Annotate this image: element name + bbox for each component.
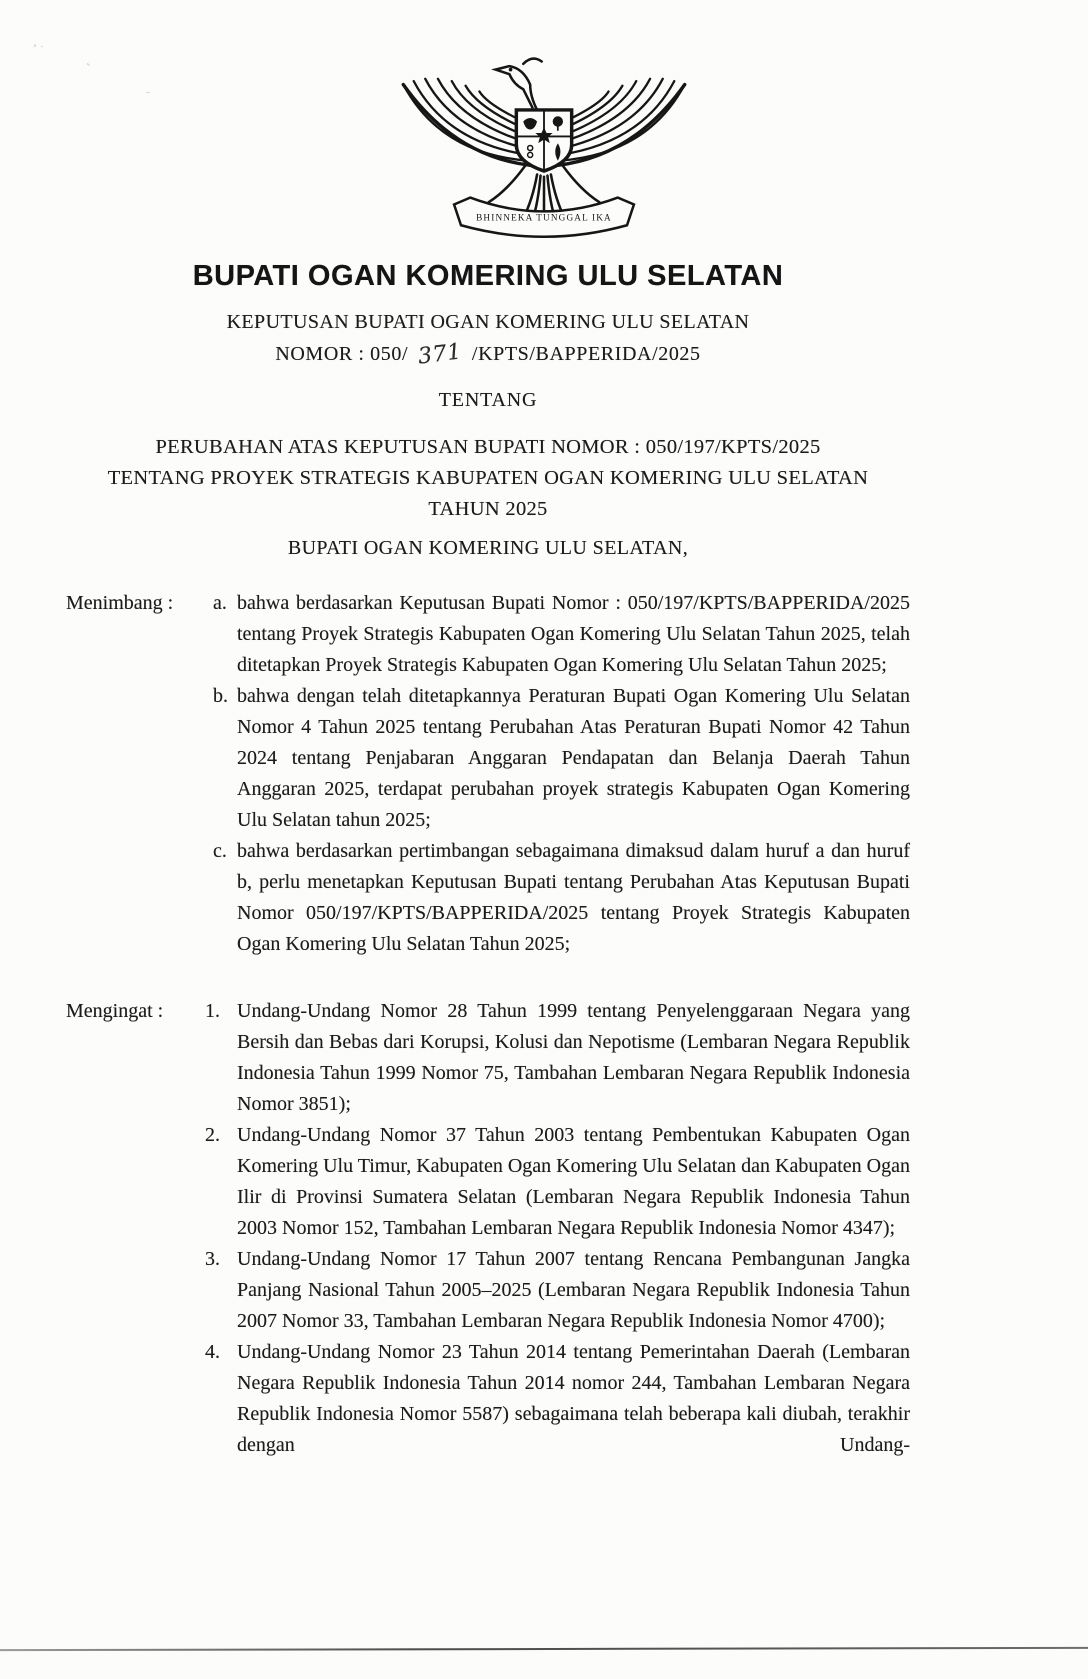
subject-line: TENTANG PROYEK STRATEGIS KABUPATEN OGAN KOMERING ULU SELATAN bbox=[107, 467, 869, 489]
menimbang-items bbox=[213, 588, 910, 960]
subject-line: PERUBAHAN ATAS KEPUTUSAN BUPATI NOMOR : 050/197/KPTS/2025 bbox=[155, 436, 821, 458]
subject-line: TAHUN 2025 bbox=[428, 498, 548, 520]
scan-speck: ˛ bbox=[84, 51, 91, 67]
mengingat-item-3 bbox=[205, 1244, 910, 1337]
tentang-label: TENTANG bbox=[438, 389, 538, 411]
emblem-motto: BHINNEKA TUNGGAL IKA bbox=[476, 212, 612, 223]
mengingat-items bbox=[205, 996, 910, 1461]
item-marker: 4. bbox=[205, 1341, 220, 1363]
mengingat-label: Mengingat : bbox=[66, 1000, 164, 1022]
item-marker: 2. bbox=[205, 1124, 220, 1146]
salutation: BUPATI OGAN KOMERING ULU SELATAN, bbox=[287, 537, 689, 559]
mengingat-item-4 bbox=[205, 1337, 910, 1461]
menimbang-item-c bbox=[213, 836, 910, 960]
mengingat-item-2 bbox=[205, 1120, 910, 1244]
page-title: BUPATI OGAN KOMERING ULU SELATAN bbox=[192, 260, 784, 292]
decree-number-prefix: NOMOR : 050/ bbox=[275, 343, 409, 365]
menimbang-section bbox=[66, 588, 910, 960]
scan-speck: ʼ ˙ bbox=[30, 40, 45, 58]
scan-speck: ¨ bbox=[146, 88, 156, 102]
mengingat-item-1 bbox=[205, 996, 910, 1120]
garuda-pancasila-emblem bbox=[0, 0, 1088, 248]
handwritten-number: 371 bbox=[416, 339, 464, 370]
mengingat-section bbox=[66, 996, 910, 1461]
menimbang-item-a bbox=[213, 588, 910, 681]
item-text: Undang-Undang Nomor 28 Tahun 1999 tentang Penyelenggaraan Negara yang Bersih dan Bebas dari Korupsi, Kolusi dan Nepotisme (Lembaran Negara Republik Indonesia Tahun 1999 Nomor 75, Tambahan Lembaran Negara Republik Indonesia Nomor 3851); bbox=[237, 1000, 910, 1115]
item-marker: 3. bbox=[205, 1248, 220, 1270]
subject-title bbox=[66, 432, 910, 525]
scan-edge-line bbox=[0, 1647, 1088, 1651]
item-text: Undang-Undang Nomor 37 Tahun 2003 tentang Pembentukan Kabupaten Ogan Komering Ulu Timur, Kabupaten Ogan Komering Ulu Selatan dan Kabupaten Ogan Ilir di Provinsi Sumatera Selatan (Lembaran Negara Republik Indonesia Tahun 2003 Nomor 152, Tambahan Lembaran Negara Republik Indonesia Nomor 4347); bbox=[237, 1124, 910, 1239]
item-marker: 1. bbox=[205, 1000, 220, 1022]
item-text: bahwa dengan telah ditetapkannya Peraturan Bupati Ogan Komering Ulu Selatan Nomor 4 Tahun 2025 tentang Perubahan Atas Peraturan Bupati Nomor 42 Tahun 2024 tentang Penjabaran Anggaran Pendapatan dan Belanja Daerah Tahun Anggaran 2025, terdapat perubahan proyek strategis Kabupaten Ogan Komering Ulu Selatan tahun 2025; bbox=[237, 685, 910, 831]
decree-number-line bbox=[66, 339, 910, 370]
menimbang-label: Menimbang : bbox=[66, 592, 174, 614]
decree-title: KEPUTUSAN BUPATI OGAN KOMERING ULU SELATAN bbox=[226, 311, 750, 333]
item-marker: b. bbox=[213, 685, 228, 707]
item-text: bahwa berdasarkan Keputusan Bupati Nomor : 050/197/KPTS/BAPPERIDA/2025 tentang Proyek Strategis Kabupaten Ogan Komering Ulu Selatan Tahun 2025, telah ditetapkan Proyek Strategis Kabupaten Ogan Komering Ulu Selatan Tahun 2025; bbox=[237, 592, 910, 676]
item-text: Undang-Undang Nomor 17 Tahun 2007 tentang Rencana Pembangunan Jangka Panjang Nasional Tahun 2005–2025 (Lembaran Negara Republik Indonesia Tahun 2007 Nomor 33, Tambahan Lembaran Negara Republik Indonesia Nomor 4700); bbox=[237, 1248, 910, 1332]
item-marker: a. bbox=[213, 592, 227, 614]
item-text: bahwa berdasarkan pertimbangan sebagaimana dimaksud dalam huruf a dan huruf b, perlu menetapkan Keputusan Bupati tentang Perubahan Atas Keputusan Bupati Nomor 050/197/KPTS/BAPPERIDA/2025 tentang Proyek Strategis Kabupaten Ogan Komering Ulu Selatan Tahun 2025; bbox=[237, 840, 910, 955]
item-text: Undang-Undang Nomor 23 Tahun 2014 tentang Pemerintahan Daerah (Lembaran Negara Republik Indonesia Tahun 2014 nomor 244, Tambahan Lembaran Negara Republik Indonesia Nomor 5587) sebagaimana telah beberapa kali diubah, terakhir dengan Undang- bbox=[237, 1341, 910, 1456]
menimbang-item-b bbox=[213, 681, 910, 836]
item-marker: c. bbox=[213, 840, 227, 862]
document-header bbox=[0, 260, 1088, 560]
document-body bbox=[0, 588, 1088, 1461]
decree-number-suffix: /KPTS/BAPPERIDA/2025 bbox=[471, 343, 701, 365]
